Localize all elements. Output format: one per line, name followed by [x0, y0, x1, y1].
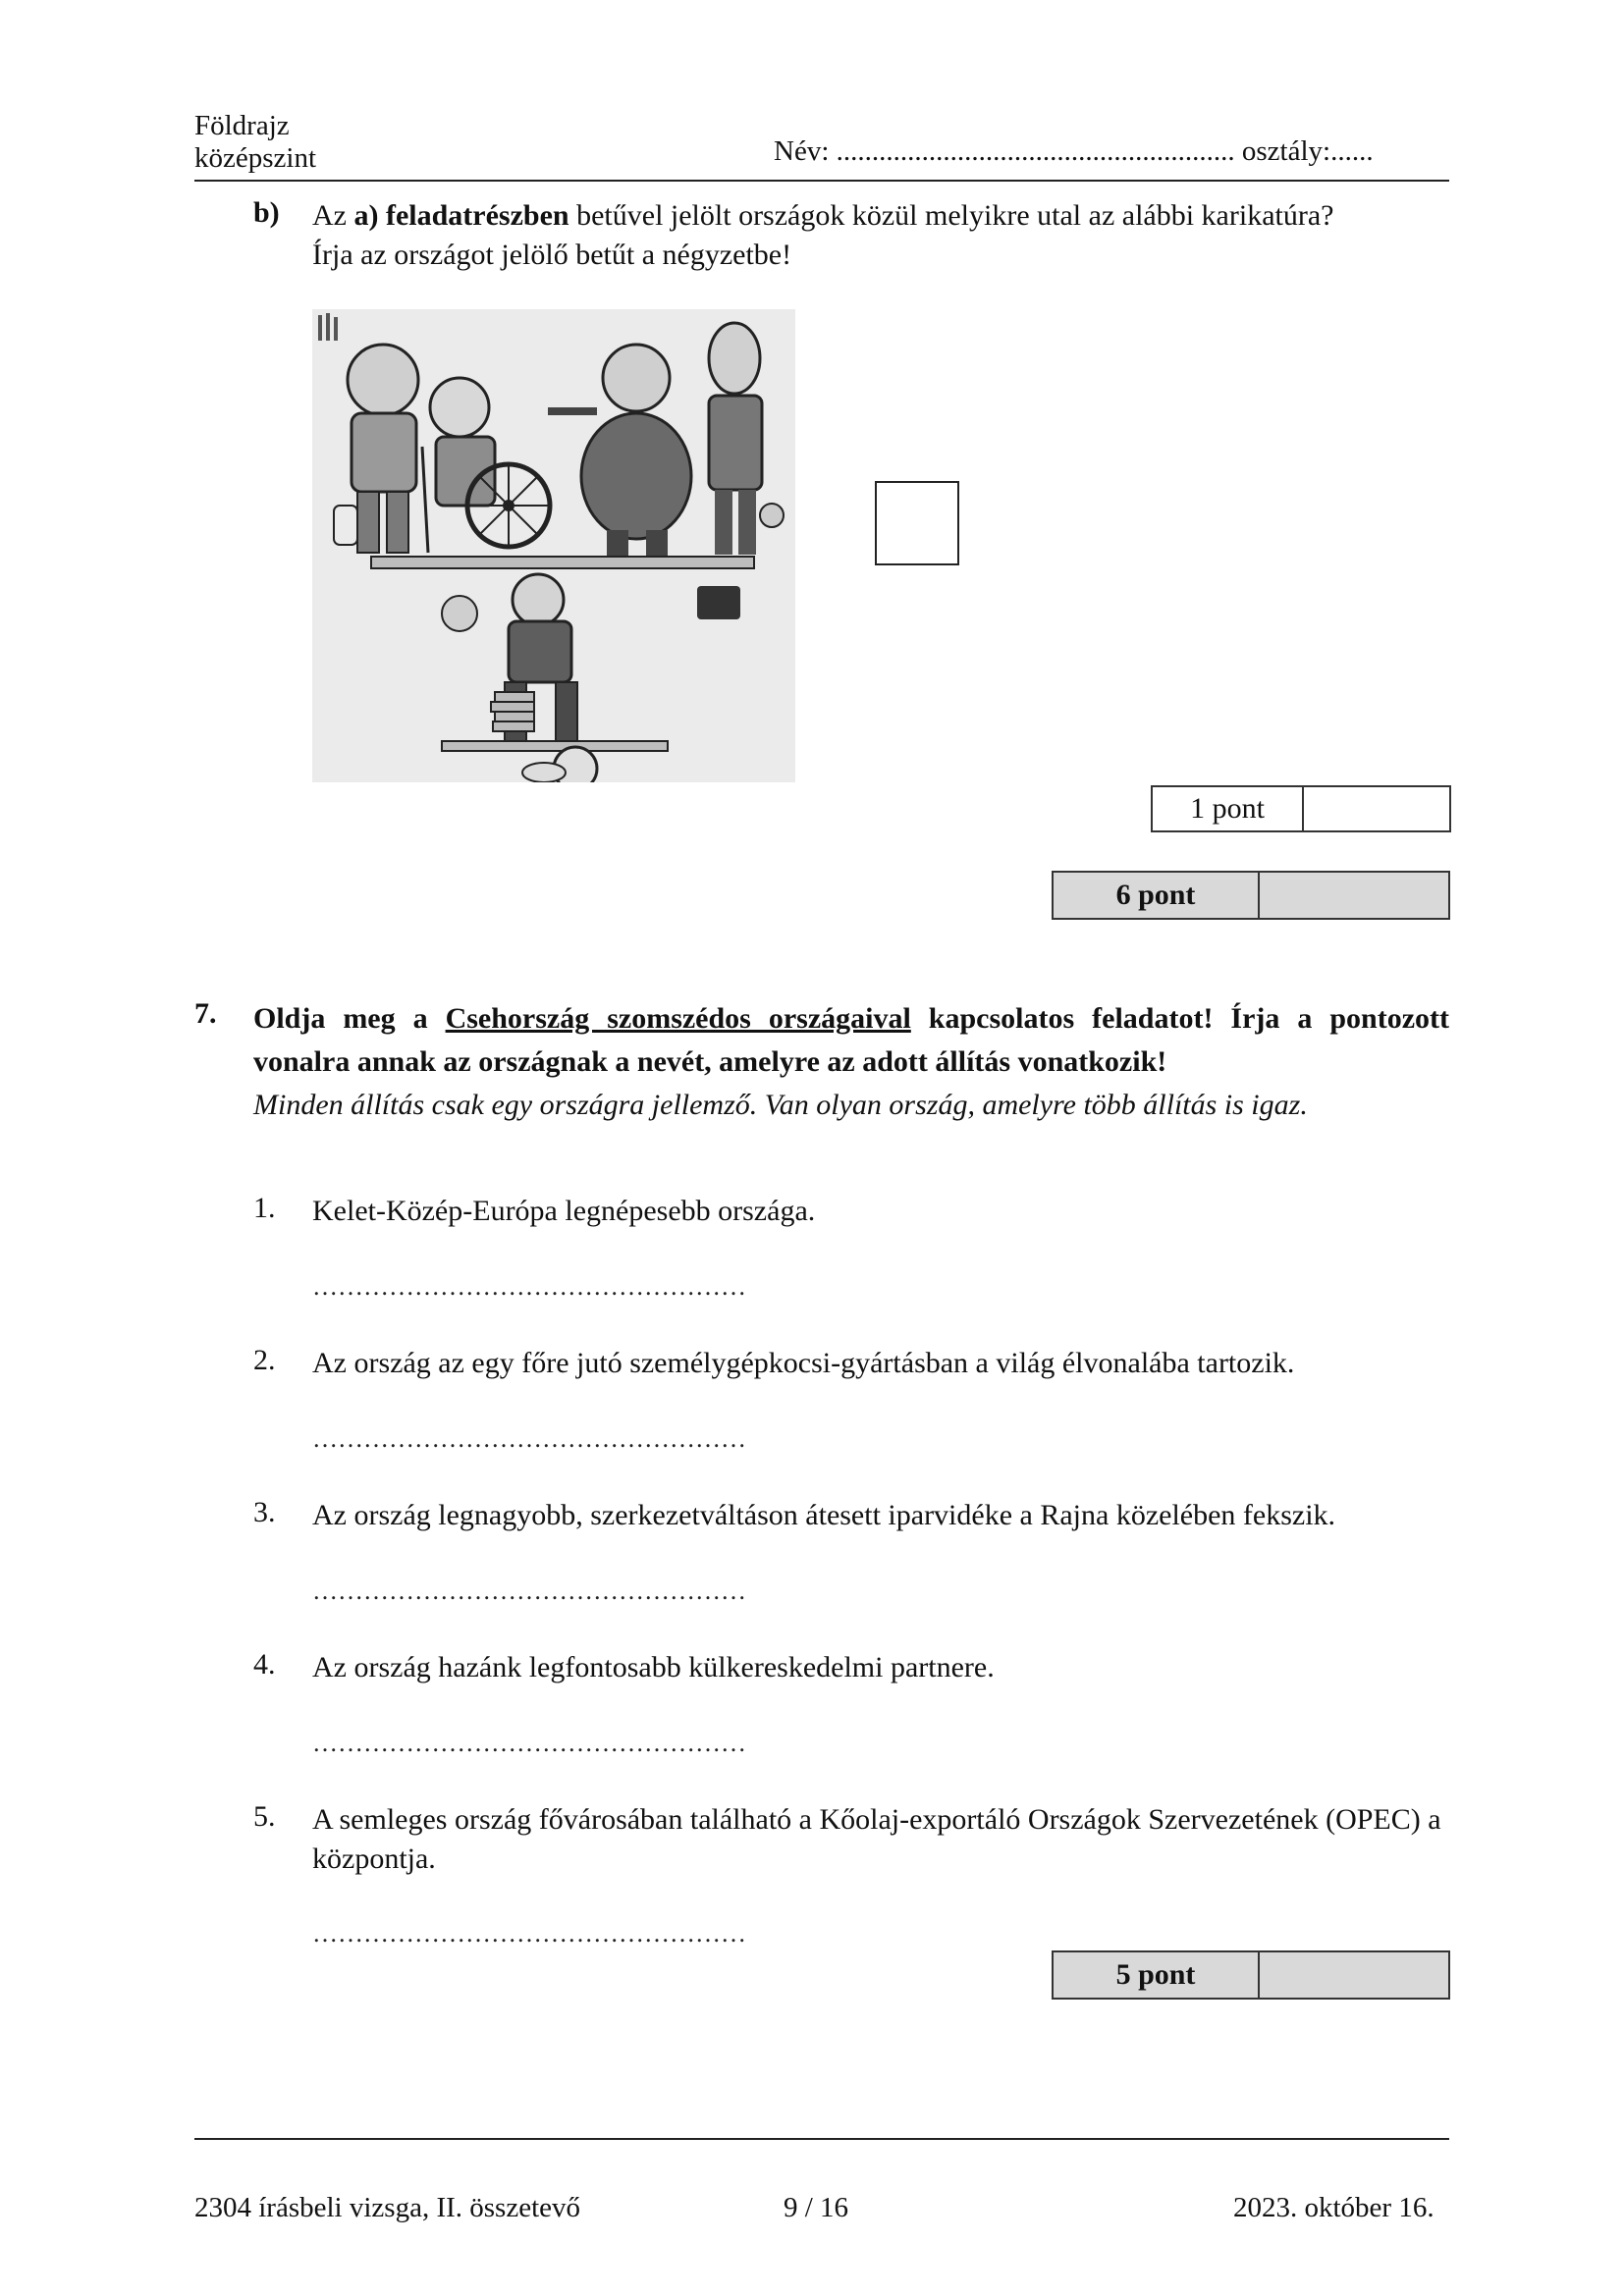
score-value-cell[interactable]	[1260, 873, 1448, 918]
score-label: 6 pont	[1054, 873, 1260, 918]
header-subject	[194, 110, 316, 175]
score-box-task7	[1052, 1950, 1450, 2000]
item-number: 1.	[253, 1192, 276, 1224]
footer-exam-id: 2304 írásbeli vizsga, II. összetevő	[194, 2192, 581, 2223]
footer-divider	[194, 2138, 1449, 2140]
answer-dotline[interactable]: ……………………………………………	[312, 1919, 746, 1948]
score-box-task6	[1052, 871, 1450, 920]
item-number: 4.	[253, 1648, 276, 1681]
footer-date: 2023. október 16.	[1233, 2192, 1435, 2223]
q7-italic-note: Minden állítás csak egy országra jellemző. Van olyan ország, amelyre több állítás is igaz.	[253, 1089, 1308, 1121]
subject-level: középszint	[194, 142, 317, 174]
question-number: 7.	[194, 997, 217, 1030]
header-divider	[194, 180, 1449, 182]
name-class-field: Név: ........................................................ osztály:......	[774, 135, 1374, 167]
part-b-line2: Írja az országot jelölő betűt a négyzetbe!	[312, 239, 792, 271]
cartoon-illustration	[312, 309, 795, 782]
question-7-instructions	[253, 997, 1449, 1127]
answer-dotline[interactable]: ……………………………………………	[312, 1576, 746, 1605]
item-statement: Az ország legnagyobb, szerkezetváltáson átesett iparvidéke a Rajna közelében fekszik.	[312, 1499, 1336, 1531]
part-b-text-suffix: betűvel jelölt országok közül melyikre utal az alábbi karikatúra?	[568, 199, 1334, 232]
item-statement: A semleges ország fővárosában található a Kőolaj-exportáló Országok Szervezetének (OPEC) a központja.	[312, 1803, 1441, 1875]
score-value-cell[interactable]	[1304, 787, 1449, 830]
item-number: 2.	[253, 1344, 276, 1376]
answer-box[interactable]	[875, 481, 959, 565]
part-b-instructions	[312, 196, 1451, 275]
q7-underlined: Csehország szomszédos országaival	[445, 1002, 911, 1035]
score-label: 5 pont	[1054, 1952, 1260, 1998]
score-label: 1 pont	[1153, 787, 1304, 830]
q7-bold-end: kapcsolatos feladatot! Írja a pontozott vonalra annak az országnak a nevét, amelyre az adott állítás vonatkozik!	[253, 1002, 1450, 1078]
answer-dotline[interactable]: ……………………………………………	[312, 1272, 746, 1301]
q7-bold-start: Oldja meg a	[253, 1002, 446, 1035]
part-b-text-bold: a) feladatrészben	[353, 199, 569, 232]
item-number: 3.	[253, 1496, 276, 1528]
item-number: 5.	[253, 1800, 276, 1833]
cartoon-drawing	[312, 309, 795, 782]
item-statement: Az ország hazánk legfontosabb külkereskedelmi partnere.	[312, 1651, 995, 1683]
score-box-part-b	[1151, 785, 1451, 832]
item-statement: Kelet-Közép-Európa legnépesebb országa.	[312, 1195, 816, 1227]
score-value-cell[interactable]	[1260, 1952, 1448, 1998]
answer-dotline[interactable]: ……………………………………………	[312, 1424, 746, 1453]
part-b-text-prefix: Az	[312, 199, 354, 232]
part-b-label: b)	[253, 196, 280, 229]
item-statement: Az ország az egy főre jutó személygépkocsi-gyártásban a világ élvonalába tartozik.	[312, 1347, 1295, 1379]
footer-page-number: 9 / 16	[784, 2192, 849, 2223]
subject-name: Földrajz	[194, 110, 290, 141]
answer-dotline[interactable]: ……………………………………………	[312, 1729, 746, 1757]
